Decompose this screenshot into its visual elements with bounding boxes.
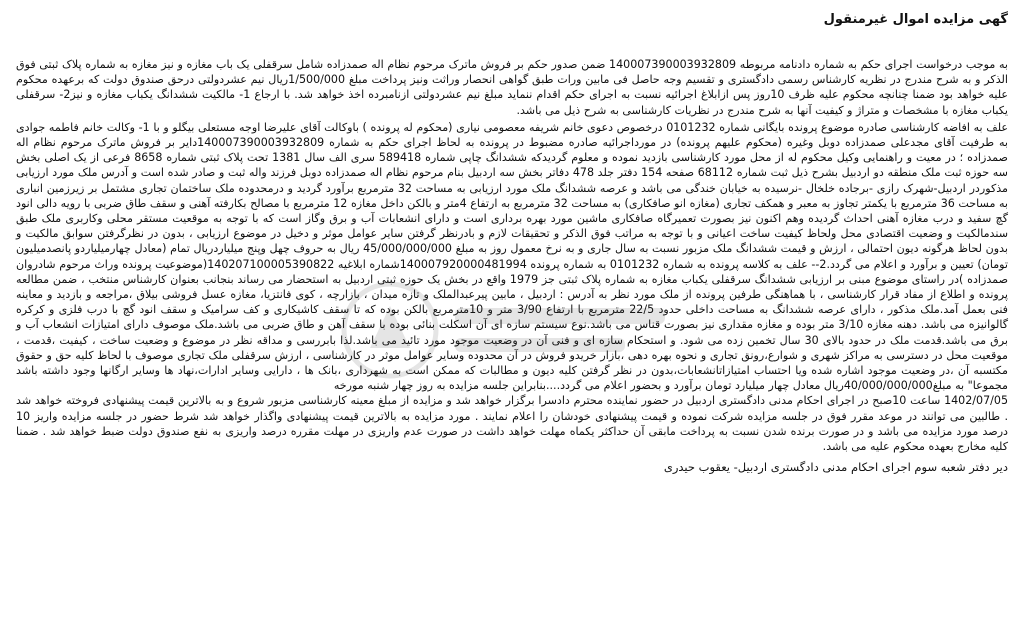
notice-intro-paragraph: به موجب درخواست اجرای حکم به شماره دادنامه مربوطه 140007390003932809 ضمن صدور حکم بر فروش ماترک مرحوم نظام اله صمدزاده شامل سرقفلی یک باب مغازه و نیز مغازه به شماره پلاک ثبتی فوق الذکر و به شرح مندرج در نظریه کارشناس رسمی دادگستری و تقسیم وجه حاصل فی مابین ورات طبق گواهی انحصار وراثت ونیز پرداخت مبلغ 1/500/000ریال نیم عشردولتی درحق صندوق دولت که برعهده محکوم علیه خواهد بود ضمنا چنانچه محکوم علیه ظرف 10روز پس ازابلاغ اجرائیه نسبت به اجرای حکم اقدام ننماید مبلغ نیم عشردولتی ازنامبرده اخذ خواهد شد. با ارجاع 1- مالکیت ششدانگ یکباب مغازه و نیز2- سرقفلی یکباب مغازه با مشخصات و متراژ و کیفیت آنها به شرح مندرج در نظریات کارشناسی به شرح ذیل می باشد.: [16, 58, 1008, 117]
notice-auction-terms-paragraph: 1402/07/05 ساعت 10صبح در اجرای احکام مدنی دادگستری اردبیل در حضور نماینده محترم دادسرا برگزار خواهد شد و مزایده از مبلغ معینه کارشناسی مزبور شروع و به بالاترین قیمت پیشنهادی فروخته خواهد شد . طالبین می توانند در موعد مقرر فوق در جلسه مزایده شرکت نموده و قیمت پیشنهادی خودشان را اعلام نمایند . مورد مزایده به بالاترین قیمت پیشنهادی واگذار خواهد شد شرط حضور در جلسه مزایده واریز 10 درصد مورد مزایده می باشد و در صورت برنده شدن نسبت به پرداخت مابقی آن حداکثر یکماه مهلت خواهد داشت در صورت عدم واریزی در مهلت مقرره درصد واریزی به نفع صندوق دولت ضبط خواهد شد . ضمنا کلیه مخارج بعهده محکوم علیه می باشد.: [16, 394, 1009, 454]
notice-signature: دیر دفتر شعبه سوم اجرای احکام مدنی دادگستری اردبیل- یعقوب حیدری: [663, 460, 1008, 475]
notice-title: گهی مزایده اموال غیرمنقول: [823, 12, 1008, 27]
notice-body-paragraph: علف به افاضه کارشناسی صادره موضوع پرونده بایگانی شماره 0101232 درخصوص دعوی خانم شریفه معصومی نیاری (محکوم له پرونده ) باوکالت آقای علیرضا اوجه مستعلی بیگلو و با 1- وکالت خانم فاطمه جوادی به طرفیت آقای مجدعلی صمدزاده دوبل وغیره (محکوم علیهم پرونده) در مورداجرائیه صادره مضبوط در پرونده به لحاظ اجرای حکم به شماره 140007390003932809دایر بر فروش ماترک مرحوم نظام اله صمدزاده ؛ در معیت و راهنمایی وکیل محکوم له از محل مورد کارشناسی بازدید نموده و معلوم گردیدکه ششدانگ چاپی شماره 589418 سری الف سال 1381 تحت پلاک ثبتی شماره 8658 فرعی از یک اصلی بخش سه حوزه ثبت ملک منطقه دو اردبیل بشرح ذیل ثبت شماره 68112 صفحه 154 دفتر جلد 478 دفاتر بخش سه اردبیل بنام مرحوم نظام اله صمدزاده دوبل فرزند واله ثبت و صادر شده است و آدرس ملک مورد ارزیابی مذکوردر اردبیل-شهرک رازی -برجاده خلخال -نرسیده به خیابان خندگی می باشد و عرصه ششدانگ ملک مورد ارزیابی به مساحت 32 مترمربع برآورد گردید و درمحدوده ملک ساختمان تجاری مشتمل بر زیرزمین انباری به مساحت 36 مترمربع با یکمتر تجاوز به معبر و همکف تجاری (مغازه انو صافکاری) به مساحت 32 مترمربع به ارتفاع 4متر و بالکن داخل مغازه 12 مترمربع با مصالح بکارفته آهنی و سقف طاق ضربی با رویه دالی انود گچ سفید و درب مغازه آهنی احداث گردیده وهم اکنون نیز بصورت تعمیرگاه صافکاری ماشین مورد بهره برداری است و دارای انشعابات آب و برق وگاز است که با توجه به موقعیت مستقر محلی وکاربری ملک طبق سندمالکیت و وضعیت اقتصادی محل ولحاظ کیفیت ساخت اعیانی و با توجه به مراتب فوق الذکر و تحقیقات لازم و بادرنظر گرفتن سایر عوامل موثر و دخیل در موضوع ارزیابی ، بدون در نظرگرفتن سوابق مالکیت و بدون لحاظ هرگونه دیون احتمالی ، ارزش و قیمت ششدانگ ملک مزبور نسبت به سال جاری و به نرخ معمول روز به مبلغ 45/000/000/000 ریال به حروف چهل وپنج میلیاردریال تمام (معادل چهارمیلیاردو پانصدمیلیون تومان) تعیین و برآورد و اعلام می گردد.2-- علف به کلاسه پرونده به شماره 0101232 به شماره پرونده 140007920000481994شماره ابلاغیه 140207100005390822(موضوعیت پرونده وراث مرحوم شادروان صمدزاده )در راستای موضوع مبنی بر ارزیابی ششدانگ سرقفلی یکباب مغازه به شماره پلاک ثبتی جز 1979 واقع در بخش یک حوزه ثبتی اردبیل به استحضار می رساند بنجانب بعنوان کارشناس منتخب ، ضمن مطالعه پرونده و اطلاع از مفاد قرار کارشناسی ، با هماهنگی طرفین پرونده از ملک مورد نظر به آدرس : اردبیل ، مابین پیرعبدالملک و تازه میدان ، بازارچه ، کوی فانتزیا، مغازه عسل فروشی بیلاق ،مراجعه و بازدید و معاینه فنی بعمل آمد.ملک مذکور ، دارای عرصه ششدانگ به مساحت داخلی حدود 22/5 مترمربع با ارتفاع 3/90 متر و 10مترمربع بالکن بوده که تا سقف کاشیکاری و کف سرامیک و سقف انود گچ با درب فلزی و کرکره گالوانیزه می باشد. دهنه مغازه 3/10 متر بوده و مغازه مقداری نیز بصورت قناس می باشد.نوع سیستم سازه ای آن اسکلت بنائی بوده با سقف آهن و طاق ضربی می باشد.ملک موصوف دارای امتیازات انشعاب آب و برق می باشد.قدمت ملک در حدود بالای 30 سال تخمین زده می شود. و استحکام سازه ای و فنی آن در وضعیت موجود مورد تائید می باشد.لذا بابررسی و مداقه نظر در موضوع و وضعیت ساخت ، کیفیت ،قدمت ، موقعیت محل در دسترسی به مراکز شهری و شوارع،رونق تجاری و نحوه بهره دهی ،بازار خریدو فروش در آن محدوده وسایر عوامل موثر در کارشناسی ، ارزش سرقفلی ملک تجاری موصوف با لحاظ کلیه حق و حقوق مکتسبه آن ،در وضعیت موجود اشاره شده ویا احتساب امتیازاتانشعابات،بدون در نظر گرفتن کلیه دیون و مطالبات که ممکن است به شهرداری ،بانک ها ، دارایی وسایر ادارات،نهاد ها وسایر ارگانها وجود داشته باشد مجموعا" به مبلغ40/000/000/000ریال معادل چهار میلیارد تومان برآورد و بحضور اعلام می گردد....بنابراین جلسه مزایده به روز چهار شنبه مورخه: [16, 120, 1009, 393]
